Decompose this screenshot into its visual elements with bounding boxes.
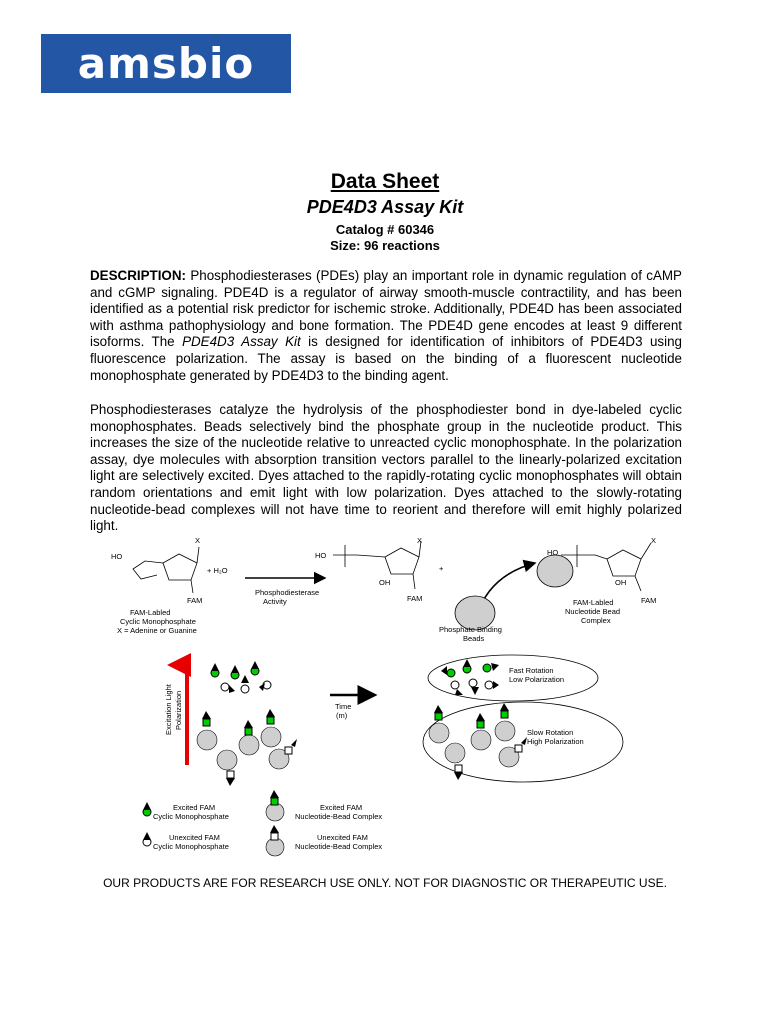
- plus-bead: +: [439, 564, 444, 573]
- ho-label-3: HO: [547, 548, 559, 557]
- substrate-label-3: X = Adenine or Guanine: [117, 626, 197, 635]
- kit-size: Size: 96 reactions: [330, 238, 440, 253]
- high-polarization-label: High Polarization: [527, 737, 584, 746]
- nucleotide-bead-complex-structure: [537, 536, 656, 605]
- legend-3-line-2: Cyclic Monophosphate: [153, 842, 229, 851]
- description-text-b: is designed for identification of inhibitors of PDE4D3 using fluorescence polarization. The assay is based on the binding of a fluorescent nucleotide monophosphate generated by PDE4D3 to the binding agent.: [90, 334, 682, 383]
- legend-4-line-2: Nucleotide-Bead Complex: [295, 842, 383, 851]
- amsbio-logo: [41, 34, 291, 93]
- ho-label-1: HO: [111, 552, 123, 561]
- x-label-2: X: [417, 536, 423, 545]
- fam-label-1: FAM: [187, 596, 203, 605]
- description-paragraph: [90, 268, 682, 384]
- page-title: Data Sheet: [330, 170, 440, 193]
- ho-label-2: HO: [315, 551, 327, 560]
- bead-complexes-left: [197, 709, 297, 786]
- substrate-label-1: FAM-Labled: [130, 608, 171, 617]
- legend-4-line-1: Unexcited FAM: [317, 833, 368, 842]
- fam-label-2: FAM: [407, 594, 423, 603]
- slow-rotation-label: Slow Rotation: [527, 728, 574, 737]
- assay-principle-figure: [95, 535, 685, 865]
- oh-label-2: OH: [615, 578, 627, 587]
- kit-name: PDE4D3 Assay Kit: [306, 197, 464, 217]
- axis-label-2: Polarization: [174, 690, 183, 730]
- fast-rotation-label: Fast Rotation: [509, 666, 554, 675]
- catalog-number: Catalog # 60346: [335, 222, 435, 237]
- fam-label-3: FAM: [641, 596, 657, 605]
- substrate-label-2: Cyclic Monophosphate: [120, 617, 196, 626]
- research-use-disclaimer: OUR PRODUCTS ARE FOR RESEARCH USE ONLY. NOT FOR DIAGNOSTIC OR THERAPEUTIC USE.: [103, 876, 667, 890]
- legend-2-line-2: Nucleotide-Bead Complex: [295, 812, 383, 821]
- legend-1-line-1: Excited FAM: [173, 803, 216, 812]
- legend-3-line-1: Unexcited FAM: [169, 833, 220, 842]
- logo-text: amsbio: [77, 38, 255, 88]
- oh-label-1: OH: [379, 578, 391, 587]
- enzyme-label-2: Activity: [263, 597, 287, 606]
- free-fam-molecules: [211, 661, 271, 693]
- time-label-1: Time: [335, 702, 352, 711]
- bead-label-1: Phosphate Binding: [439, 625, 502, 634]
- low-polarization-label: Low Polarization: [509, 675, 565, 684]
- plus-water: + H₂O: [207, 566, 228, 575]
- product-label-3: Complex: [581, 616, 611, 625]
- description-label: DESCRIPTION:: [90, 268, 186, 283]
- product-label-2: Nucleotide Bead: [565, 607, 621, 616]
- legend-1-line-2: Cyclic Monophosphate: [153, 812, 229, 821]
- x-label-1: X: [195, 536, 201, 545]
- description-text-a: Phosphodiesterases (PDEs) play an important role in dynamic regulation of cAMP and cGMP signaling. PDE4D is a regulator of airway smooth-muscle contractility, and has been identified as a potential risk predictor for ischemic stroke. Additionally, PDE4D has been associated with asthma pathophysiology and bone formation. The PDE4D gene encodes at least 9 different isoforms. The: [90, 268, 682, 350]
- figure-legend: [143, 790, 382, 856]
- x-label-3: X: [651, 536, 657, 545]
- mechanism-paragraph: Phosphodiesterases catalyze the hydrolysis of the phosphodiester bond in dye-labeled cyclic monophosphates. Beads selectively bind the phosphate group in the nucleotide product. This increases the size of the nucleotide relative to unreacted cyclic monophosphate. In the polarization assay, dye molecules with absorption transition vectors parallel to the linearly-polarized excitation light are selectively excited. Dyes attached to the rapidly-rotating cyclic monophosphates will obtain random orientations and emit light with low polarization. Dyes attached to the slowly-rotating nucleotide-bead complexes will not have time to reorient and therefore will emit highly polarized light.: [90, 402, 682, 534]
- cyclic-monophosphate-structure: [111, 536, 202, 605]
- time-label-2: (m): [336, 711, 348, 720]
- legend-2-line-1: Excited FAM: [320, 803, 363, 812]
- nucleotide-monophosphate-structure: [315, 536, 422, 603]
- axis-label-1: Excitation Light: [164, 684, 173, 735]
- enzyme-label-1: Phosphodiesterase: [255, 588, 320, 597]
- product-label-1: FAM-Labled: [573, 598, 614, 607]
- bead-label-2: Beads: [463, 634, 485, 643]
- description-kit-name: PDE4D3 Assay Kit: [182, 334, 301, 350]
